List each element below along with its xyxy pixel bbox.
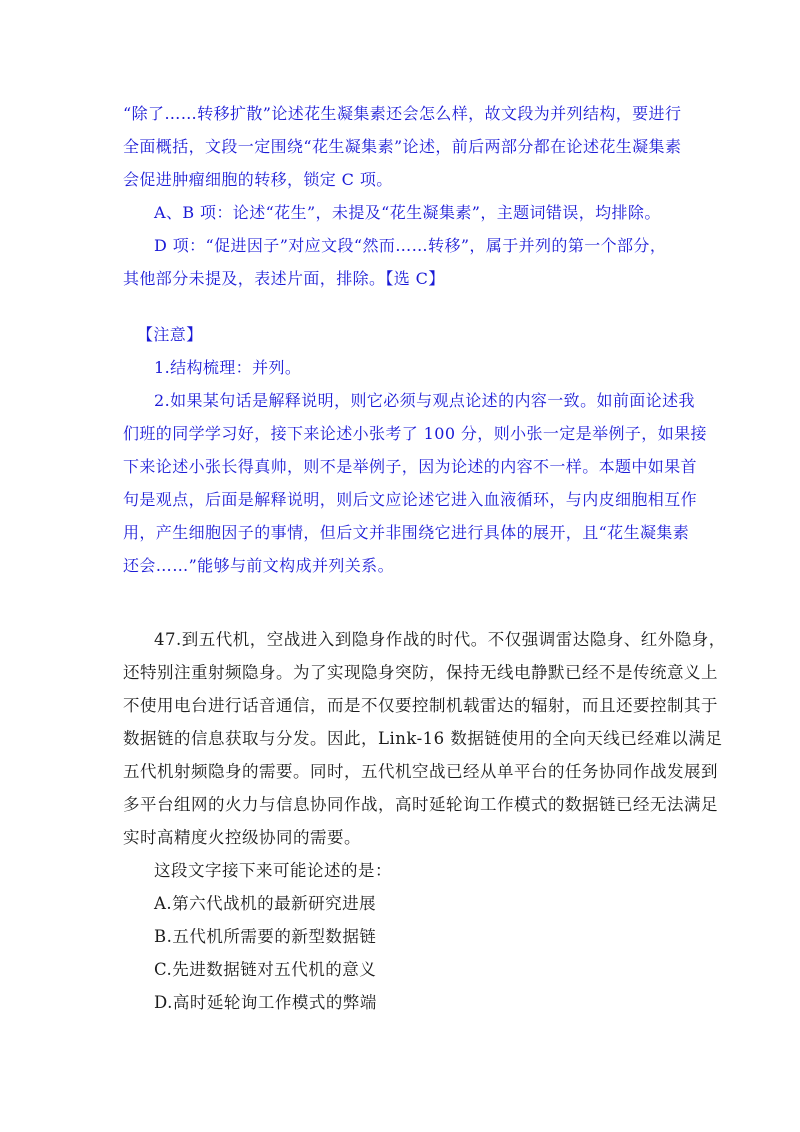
note-item-2: 用，产生细胞因子的事情，但后文并非围绕它进行具体的展开，且“花生凝集素: [123, 523, 690, 542]
note-item-2: 2.如果某句话是解释说明，则它必须与观点论述的内容一致。如前面论述我: [154, 391, 695, 410]
option-c: C.先进数据链对五代机的意义: [154, 960, 377, 979]
question-passage-line: 多平台组网的火力与信息协同作战，高时延轮询工作模式的数据链已经无法满足: [123, 795, 718, 814]
option-b: B.五代机所需要的新型数据链: [154, 927, 377, 946]
question-passage-line: 还特别注重射频隐身。为了实现隐身突防，保持无线电静默已经不是传统意义上: [123, 663, 718, 682]
question-passage-line: 实时高精度火控级协同的需要。: [123, 828, 361, 847]
note-item-2: 们班的同学学习好，接下来论述小张考了 100 分，则小张一定是举例子，如果接: [123, 424, 707, 443]
option-d: D.高时延轮询工作模式的弊端: [154, 993, 377, 1012]
question-passage-line: 47.到五代机，空战进入到隐身作战的时代。不仅强调雷达隐身、红外隐身，: [154, 630, 726, 649]
question-passage-line: 五代机射频隐身的需要。同时，五代机空战已经从单平台的任务协同作战发展到: [123, 762, 718, 781]
note-item-2: 句是观点，后面是解释说明，则后文应论述它进入血液循环，与内皮细胞相互作: [123, 490, 698, 509]
option-d-analysis: 其他部分未提及，表述片面，排除。【选 C】: [123, 269, 445, 288]
note-item-1: 1.结构梳理：并列。: [154, 358, 302, 377]
option-a: A.第六代战机的最新研究进展: [154, 894, 377, 913]
option-d-analysis: D 项：“促进因子”对应文段“然而……转移”，属于并列的第一个部分，: [154, 236, 667, 255]
explanation-line: 会促进肿瘤细胞的转移，锁定 C 项。: [123, 170, 393, 189]
question-passage-line: 不使用电台进行话音通信，而是不仅要控制机载雷达的辐射，而且还要控制其于: [123, 696, 718, 715]
note-title: 【注意】: [137, 325, 203, 344]
option-ab-analysis: A、B 项：论述“花生”，未提及“花生凝集素”，主题词错误，均排除。: [154, 203, 661, 222]
question-passage-line: 数据链的信息获取与分发。因此，Link-16 数据链使用的全向天线已经难以满足: [123, 729, 723, 748]
question-prompt: 这段文字接下来可能论述的是：: [154, 861, 392, 880]
note-item-2: 下来论述小张长得真帅，则不是举例子，因为论述的内容不一样。本题中如果首: [123, 457, 698, 476]
explanation-line: “除了……转移扩散”论述花生凝集素还会怎么样，故文段为并列结构，要进行: [123, 104, 682, 123]
note-item-2: 还会……”能够与前文构成并列关系。: [123, 556, 394, 575]
explanation-line: 全面概括，文段一定围绕“花生凝集素”论述，前后两部分都在论述花生凝集素: [123, 137, 682, 156]
